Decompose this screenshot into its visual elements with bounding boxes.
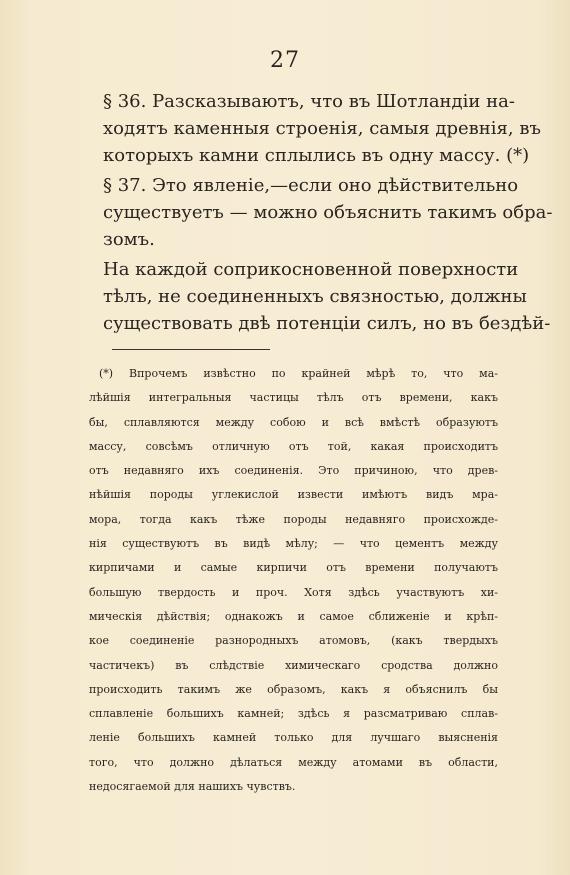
footnote-line: отъ недавняго ихъ соединенія. Это причиною, что древ- — [89, 464, 498, 478]
footnote-line: большую твердость и проч. Хотя здѣсь участвуютъ хи- — [89, 585, 498, 599]
text-line: существовать двѣ потенціи силъ, но въ бездѣй- — [103, 313, 551, 334]
text-line: зомъ. — [103, 229, 155, 250]
footnote-line: происходить такимъ же образомъ, какъ я объяснилъ бы — [89, 682, 498, 696]
page-number: 27 — [270, 48, 300, 73]
footnote-line: того, что должно дѣлаться между атомами въ области, — [89, 755, 498, 769]
text-line: На каждой соприкосновенной поверхности — [103, 259, 519, 280]
footnote-line: кирпичами и самые кирпичи отъ времени получаютъ — [89, 561, 498, 575]
footnote-line: бы, сплавляются между собою и всѣ вмѣстѣ образуютъ — [89, 415, 498, 429]
footnote-line: сплавленіе большихъ камней; здѣсь я разсматриваю сплав- — [89, 707, 498, 721]
text-line: тѣлъ, не соединенныхъ связностью, должны — [103, 286, 527, 307]
footnote-line: мическія дѣйствія; однакожъ и самое сближеніе и крѣп- — [89, 609, 498, 623]
main-text-block — [103, 88, 553, 337]
text-line: § 37. Это явленіе,—если оно дѣйствительно — [103, 175, 519, 196]
footnote-line: недосягаемой для нашихъ чувствъ. — [89, 780, 296, 794]
footnote-line: лѣйшія интегральныя частицы тѣлъ отъ времени, какъ — [89, 391, 498, 405]
footnote-divider — [112, 349, 270, 350]
footnote-line: (*) Впрочемъ извѣстно по крайней мѣрѣ то, что ма- — [99, 367, 498, 380]
text-line: существуетъ — можно объяснить такимъ обра- — [103, 202, 553, 223]
footnote-line: леніе большихъ камней только для лучшаго выясненія — [89, 731, 498, 745]
footnote-line: нія существуютъ въ видѣ мѣлу; — что цементъ между — [89, 537, 498, 551]
text-line: ходятъ каменныя строенія, самыя древнія, въ — [103, 118, 541, 139]
footnote-line: частичекъ) въ слѣдствіе химическаго сродства должно — [89, 658, 498, 672]
footnote-line: мора, тогда какъ тѣже породы недавняго происхожде- — [89, 512, 498, 526]
footnote-line: нѣйшія породы углекислой извести имѣютъ видъ мра- — [89, 488, 498, 502]
text-line: § 36. Разсказываютъ, что въ Шотландіи на- — [103, 91, 515, 112]
text-line: которыхъ камни сплылись въ одну массу. (*) — [103, 145, 530, 166]
footnote-line: кое соединеніе разнородныхъ атомовъ, (какъ твердыхъ — [89, 634, 498, 648]
footnote-line: массу, совсѣмъ отличную отъ той, какая происходитъ — [89, 439, 498, 453]
footnote-block — [89, 362, 498, 799]
